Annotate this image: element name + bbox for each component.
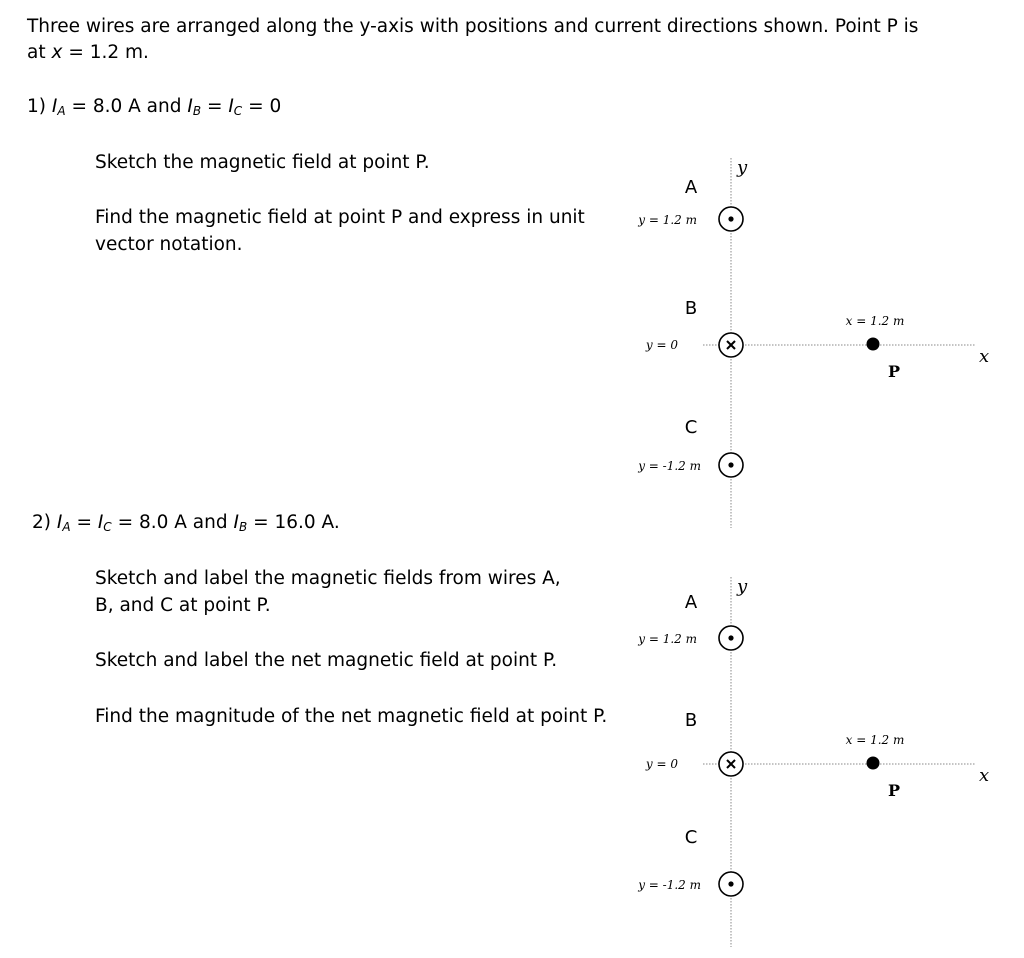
- q2-b-sub: B: [238, 520, 248, 534]
- wire-a-out-of-page-icon: [719, 207, 743, 231]
- point-p-position: x = 1.2 m: [845, 733, 905, 747]
- q1-ib: I: [187, 96, 193, 117]
- q2-ia: I: [56, 512, 63, 533]
- wire-c-position: y = -1.2 m: [638, 459, 701, 473]
- q2-c-sub: C: [103, 520, 112, 534]
- wire-b-label: B: [684, 298, 698, 319]
- wire-b-into-page-icon: [719, 752, 743, 776]
- point-p-label: P: [887, 781, 901, 800]
- wire-c-out-of-page-icon: [719, 872, 743, 896]
- point-p-label: P: [887, 362, 901, 381]
- intro-part-2: = 1.2 m.: [62, 42, 149, 64]
- point-p-dot: [867, 757, 880, 770]
- q2-sketch-net-instruction: Sketch and label the net magnetic field at point P.: [95, 650, 558, 671]
- x-axis-label: x: [979, 765, 990, 786]
- y-axis-label: y: [737, 576, 748, 597]
- wire-b-position: y = 0: [645, 757, 678, 771]
- q2-find-magnitude-instruction: Find the magnitude of the net magnetic field at point P.: [95, 706, 608, 727]
- point-p-position: x = 1.2 m: [845, 314, 905, 328]
- wire-a-label: A: [684, 592, 698, 613]
- diagram-2: [637, 576, 989, 947]
- q1-number: 1): [27, 96, 52, 117]
- wire-b-position: y = 0: [645, 338, 678, 352]
- q2-eq2: = 8.0 A and: [111, 512, 234, 533]
- wire-b-label: B: [684, 710, 698, 731]
- wire-a-out-of-page-icon: [719, 626, 743, 650]
- y-axis-label: y: [737, 157, 748, 178]
- intro-x-var: x: [51, 42, 63, 64]
- wire-a-position: y = 1.2 m: [638, 632, 697, 646]
- q1-sketch-instruction: Sketch the magnetic field at point P.: [95, 152, 430, 173]
- diagram-1: [637, 157, 989, 528]
- q1-eq2: =: [201, 96, 229, 117]
- q2-eq1: =: [70, 512, 98, 533]
- q2-ib: I: [233, 512, 239, 533]
- q2-a-sub: A: [62, 520, 71, 534]
- q1-a-sub: A: [57, 104, 66, 118]
- q2-sketch-label-instruction: Sketch and label the magnetic fields from wires A, B, and C at point P.: [95, 568, 561, 616]
- q1-eq1: = 8.0 A and: [65, 96, 188, 117]
- q1-ia: I: [51, 96, 58, 117]
- point-p-dot: [867, 338, 880, 351]
- q2-ic: I: [97, 512, 104, 533]
- q2-number: 2): [32, 512, 57, 533]
- intro-part-1: Three wires are arranged along the y-axis with positions and current directions shown. Point P is at: [27, 16, 919, 64]
- wire-c-label: C: [684, 827, 698, 848]
- wire-c-label: C: [684, 417, 698, 438]
- q1-ic: I: [228, 96, 234, 117]
- q1-eq3: = 0: [242, 96, 282, 117]
- wire-b-into-page-icon: [719, 333, 743, 357]
- x-axis-label: x: [979, 346, 990, 367]
- wire-a-position: y = 1.2 m: [638, 213, 697, 227]
- q1-c-sub: C: [233, 104, 243, 118]
- wire-c-out-of-page-icon: [719, 453, 743, 477]
- q2-eq3: = 16.0 A.: [247, 512, 340, 533]
- wire-a-label: A: [684, 177, 698, 198]
- wire-c-position: y = -1.2 m: [638, 878, 701, 892]
- q1-b-sub: B: [192, 104, 202, 118]
- q1-find-instruction: Find the magnetic field at point P and express in unit vector notation.: [95, 207, 585, 255]
